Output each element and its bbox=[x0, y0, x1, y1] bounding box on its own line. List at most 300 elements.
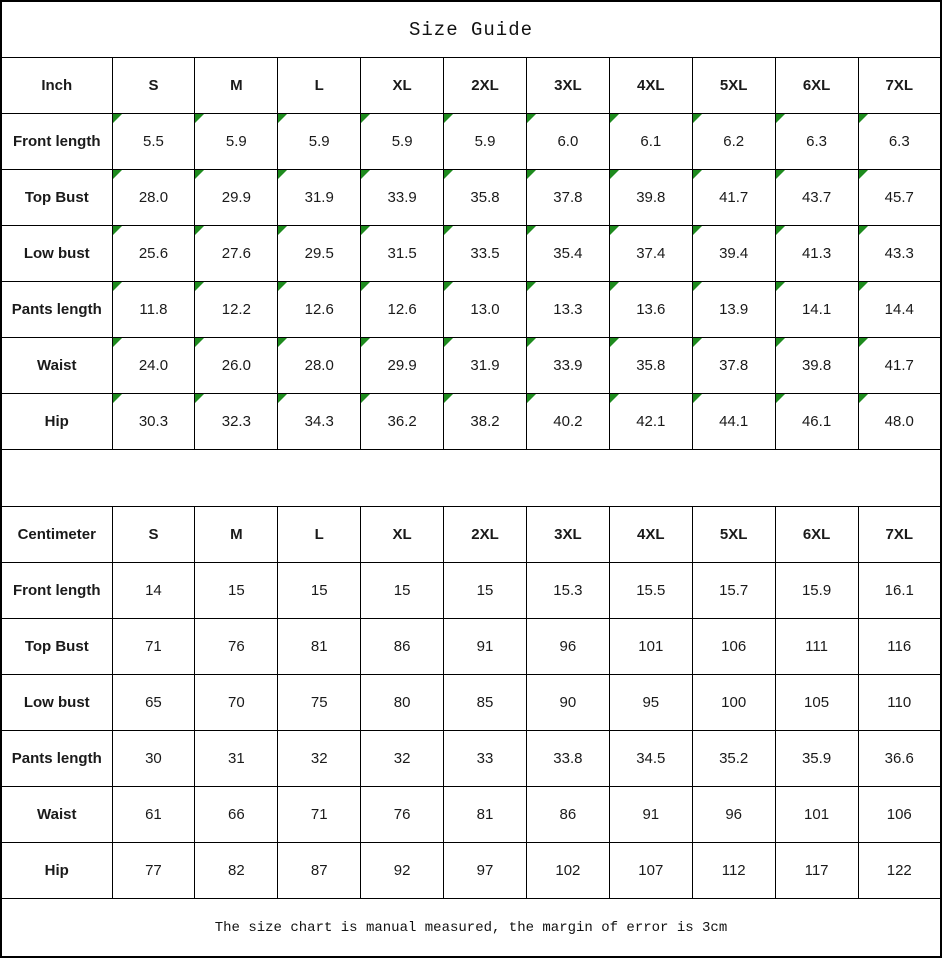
column-header-2xl: 2XL bbox=[444, 507, 527, 563]
text-format-flag-icon bbox=[278, 226, 287, 235]
row-label: Front length bbox=[1, 114, 112, 170]
value-text: 30.3 bbox=[138, 413, 169, 430]
value-text: 35.9 bbox=[801, 750, 832, 767]
text-format-flag-icon bbox=[361, 170, 370, 179]
value-text: 15.5 bbox=[636, 582, 666, 599]
value-text: 40.2 bbox=[553, 413, 583, 430]
value-cell bbox=[858, 282, 941, 338]
value-text: 105 bbox=[804, 694, 830, 711]
value-cell bbox=[444, 338, 527, 394]
value-cell bbox=[775, 394, 858, 450]
value-text: 96 bbox=[559, 638, 577, 655]
text-format-flag-icon bbox=[361, 114, 370, 123]
value-cell bbox=[775, 787, 858, 843]
value-cell bbox=[195, 170, 278, 226]
value-text: 5.5 bbox=[143, 133, 164, 150]
value-cell bbox=[278, 338, 361, 394]
value-text: 11.8 bbox=[139, 301, 168, 318]
value-cell bbox=[526, 338, 609, 394]
value-text: 39.8 bbox=[801, 357, 832, 374]
value-text: 14.1 bbox=[801, 301, 832, 318]
text-format-flag-icon bbox=[444, 338, 453, 347]
value-text: 5.9 bbox=[308, 133, 330, 150]
value-cell bbox=[609, 843, 692, 899]
text-format-flag-icon bbox=[859, 338, 868, 347]
text-format-flag-icon bbox=[444, 114, 453, 123]
column-header-3xl: 3XL bbox=[526, 507, 609, 563]
value-cell bbox=[444, 675, 527, 731]
value-cell bbox=[692, 843, 775, 899]
value-text: 15.3 bbox=[553, 582, 583, 599]
column-header-l: L bbox=[278, 507, 361, 563]
value-text: 101 bbox=[638, 638, 664, 655]
value-cell bbox=[195, 619, 278, 675]
value-text: 33.8 bbox=[553, 750, 583, 767]
value-cell bbox=[692, 394, 775, 450]
value-text: 42.1 bbox=[636, 413, 666, 430]
row-label: Waist bbox=[1, 338, 112, 394]
value-text: 37.8 bbox=[719, 357, 749, 374]
gap-cell bbox=[1, 450, 941, 507]
text-format-flag-icon bbox=[113, 338, 122, 347]
column-header-s: S bbox=[112, 58, 195, 114]
value-text: 95 bbox=[642, 694, 660, 711]
value-cell bbox=[526, 731, 609, 787]
value-cell bbox=[195, 338, 278, 394]
value-text: 112 bbox=[721, 862, 746, 879]
value-cell bbox=[278, 843, 361, 899]
text-format-flag-icon bbox=[610, 114, 619, 123]
value-text: 6.1 bbox=[640, 133, 662, 150]
value-text: 76 bbox=[393, 806, 411, 823]
value-text: 116 bbox=[887, 638, 912, 655]
column-header-xl: XL bbox=[361, 507, 444, 563]
value-text: 117 bbox=[804, 862, 829, 879]
table-row bbox=[1, 226, 941, 282]
value-text: 32.3 bbox=[221, 413, 251, 430]
value-cell bbox=[692, 170, 775, 226]
value-text: 29.9 bbox=[387, 357, 417, 374]
value-text: 32 bbox=[393, 750, 411, 767]
value-text: 81 bbox=[310, 638, 328, 655]
table-row bbox=[1, 394, 941, 450]
unit-header-cell: Centimeter bbox=[1, 507, 112, 563]
value-cell bbox=[361, 338, 444, 394]
value-cell bbox=[444, 170, 527, 226]
value-text: 5.9 bbox=[225, 133, 247, 150]
value-text: 32 bbox=[310, 750, 328, 767]
value-cell bbox=[278, 114, 361, 170]
value-cell bbox=[195, 675, 278, 731]
text-format-flag-icon bbox=[776, 338, 785, 347]
value-text: 16.1 bbox=[884, 582, 914, 599]
value-text: 71 bbox=[145, 638, 162, 655]
value-text: 14 bbox=[145, 582, 162, 599]
value-text: 6.3 bbox=[806, 133, 827, 150]
value-text: 107 bbox=[638, 862, 664, 879]
column-header-l: L bbox=[278, 58, 361, 114]
value-text: 91 bbox=[476, 638, 494, 655]
unit-header-cell: Inch bbox=[1, 58, 112, 114]
column-header-4xl: 4XL bbox=[609, 58, 692, 114]
column-header-7xl: 7XL bbox=[858, 58, 941, 114]
value-text: 37.4 bbox=[636, 245, 666, 262]
row-label: Front length bbox=[1, 563, 112, 619]
text-format-flag-icon bbox=[859, 282, 868, 291]
value-cell bbox=[361, 619, 444, 675]
value-text: 33.5 bbox=[470, 245, 500, 262]
value-cell bbox=[195, 114, 278, 170]
text-format-flag-icon bbox=[278, 170, 287, 179]
text-format-flag-icon bbox=[693, 170, 702, 179]
value-cell bbox=[112, 675, 195, 731]
value-cell bbox=[278, 394, 361, 450]
column-header-5xl: 5XL bbox=[692, 58, 775, 114]
centimeter-section bbox=[1, 507, 941, 899]
text-format-flag-icon bbox=[610, 338, 619, 347]
value-cell bbox=[444, 619, 527, 675]
text-format-flag-icon bbox=[444, 226, 453, 235]
value-text: 102 bbox=[555, 862, 581, 879]
text-format-flag-icon bbox=[113, 394, 122, 403]
text-format-flag-icon bbox=[610, 170, 619, 179]
value-cell bbox=[444, 563, 527, 619]
value-cell bbox=[278, 787, 361, 843]
value-cell bbox=[361, 394, 444, 450]
value-cell bbox=[775, 338, 858, 394]
text-format-flag-icon bbox=[859, 394, 868, 403]
value-cell bbox=[609, 394, 692, 450]
value-cell bbox=[858, 787, 941, 843]
column-header-m: M bbox=[195, 58, 278, 114]
value-text: 48.0 bbox=[884, 413, 914, 430]
value-cell bbox=[526, 675, 609, 731]
text-format-flag-icon bbox=[776, 114, 785, 123]
value-text: 33.9 bbox=[553, 357, 583, 374]
value-cell bbox=[692, 675, 775, 731]
value-cell bbox=[112, 226, 195, 282]
value-text: 75 bbox=[310, 694, 328, 711]
value-cell bbox=[609, 675, 692, 731]
value-cell bbox=[444, 282, 527, 338]
value-cell bbox=[692, 282, 775, 338]
row-label: Top Bust bbox=[1, 170, 112, 226]
value-text: 86 bbox=[559, 806, 577, 823]
value-text: 33.9 bbox=[387, 189, 417, 206]
row-label: Low bust bbox=[1, 226, 112, 282]
value-cell bbox=[775, 843, 858, 899]
text-format-flag-icon bbox=[693, 338, 702, 347]
value-text: 6.0 bbox=[557, 133, 579, 150]
text-format-flag-icon bbox=[278, 394, 287, 403]
value-cell bbox=[775, 731, 858, 787]
text-format-flag-icon bbox=[361, 338, 370, 347]
value-cell bbox=[692, 114, 775, 170]
text-format-flag-icon bbox=[693, 226, 702, 235]
value-cell bbox=[526, 619, 609, 675]
value-cell bbox=[692, 619, 775, 675]
text-format-flag-icon bbox=[693, 114, 702, 123]
value-cell bbox=[278, 675, 361, 731]
value-text: 35.2 bbox=[719, 750, 749, 767]
text-format-flag-icon bbox=[527, 282, 536, 291]
value-text: 30 bbox=[145, 750, 162, 767]
value-cell bbox=[278, 282, 361, 338]
value-text: 15 bbox=[310, 582, 328, 599]
column-header-6xl: 6XL bbox=[775, 58, 858, 114]
inch-header-row bbox=[1, 58, 941, 114]
value-text: 43.7 bbox=[801, 189, 832, 206]
value-text: 38.2 bbox=[470, 413, 500, 430]
text-format-flag-icon bbox=[693, 394, 702, 403]
value-text: 33 bbox=[476, 750, 494, 767]
value-cell bbox=[112, 843, 195, 899]
text-format-flag-icon bbox=[195, 338, 204, 347]
value-text: 101 bbox=[804, 806, 830, 823]
value-cell bbox=[112, 619, 195, 675]
value-cell bbox=[609, 619, 692, 675]
value-cell bbox=[195, 394, 278, 450]
value-text: 12.6 bbox=[304, 301, 334, 318]
value-text: 41.3 bbox=[801, 245, 832, 262]
text-format-flag-icon bbox=[527, 226, 536, 235]
value-cell bbox=[858, 170, 941, 226]
value-cell bbox=[112, 114, 195, 170]
value-cell bbox=[692, 338, 775, 394]
value-text: 41.7 bbox=[884, 357, 914, 374]
value-text: 82 bbox=[227, 862, 245, 879]
value-text: 31.9 bbox=[304, 189, 334, 206]
value-cell bbox=[609, 226, 692, 282]
value-cell bbox=[278, 563, 361, 619]
value-text: 39.8 bbox=[636, 189, 666, 206]
text-format-flag-icon bbox=[527, 170, 536, 179]
value-text: 15 bbox=[393, 582, 411, 599]
text-format-flag-icon bbox=[361, 226, 370, 235]
value-text: 35.4 bbox=[553, 245, 583, 262]
text-format-flag-icon bbox=[859, 114, 868, 123]
section-gap-row bbox=[1, 450, 941, 507]
table-row bbox=[1, 843, 941, 899]
value-cell bbox=[858, 394, 941, 450]
value-text: 70 bbox=[227, 694, 245, 711]
text-format-flag-icon bbox=[113, 170, 122, 179]
text-format-flag-icon bbox=[113, 114, 122, 123]
text-format-flag-icon bbox=[444, 394, 453, 403]
value-cell bbox=[195, 563, 278, 619]
value-cell bbox=[775, 282, 858, 338]
text-format-flag-icon bbox=[195, 394, 204, 403]
text-format-flag-icon bbox=[444, 170, 453, 179]
row-label: Pants length bbox=[1, 282, 112, 338]
value-cell bbox=[775, 170, 858, 226]
text-format-flag-icon bbox=[610, 226, 619, 235]
column-header-m: M bbox=[195, 507, 278, 563]
value-cell bbox=[361, 675, 444, 731]
text-format-flag-icon bbox=[195, 170, 204, 179]
value-text: 13.3 bbox=[553, 301, 583, 318]
value-cell bbox=[858, 731, 941, 787]
value-text: 35.8 bbox=[636, 357, 666, 374]
value-text: 5.9 bbox=[391, 133, 413, 150]
value-text: 14.4 bbox=[884, 301, 914, 318]
value-text: 15 bbox=[476, 582, 494, 599]
footer-note: The size chart is manual measured, the margin of error is 3cm bbox=[1, 899, 941, 958]
text-format-flag-icon bbox=[610, 282, 619, 291]
text-format-flag-icon bbox=[113, 226, 122, 235]
value-text: 37.8 bbox=[553, 189, 583, 206]
value-cell bbox=[444, 226, 527, 282]
value-text: 36.6 bbox=[884, 750, 914, 767]
table-row bbox=[1, 731, 941, 787]
value-cell bbox=[609, 731, 692, 787]
table-row bbox=[1, 338, 941, 394]
value-text: 106 bbox=[721, 638, 747, 655]
value-cell bbox=[195, 787, 278, 843]
title-row bbox=[1, 1, 941, 58]
value-text: 80 bbox=[393, 694, 411, 711]
row-label: Low bust bbox=[1, 675, 112, 731]
text-format-flag-icon bbox=[361, 394, 370, 403]
text-format-flag-icon bbox=[610, 394, 619, 403]
value-cell bbox=[444, 394, 527, 450]
value-text: 15.7 bbox=[719, 582, 749, 599]
value-cell bbox=[195, 282, 278, 338]
value-text: 92 bbox=[393, 862, 411, 879]
value-text: 86 bbox=[393, 638, 411, 655]
value-cell bbox=[858, 619, 941, 675]
text-format-flag-icon bbox=[195, 226, 204, 235]
value-cell bbox=[361, 563, 444, 619]
value-cell bbox=[775, 563, 858, 619]
value-text: 15 bbox=[227, 582, 245, 599]
value-text: 100 bbox=[721, 694, 747, 711]
inch-section bbox=[1, 58, 941, 450]
value-text: 36.2 bbox=[387, 413, 417, 430]
cm-header-row bbox=[1, 507, 941, 563]
value-cell bbox=[278, 619, 361, 675]
text-format-flag-icon bbox=[776, 170, 785, 179]
text-format-flag-icon bbox=[859, 226, 868, 235]
value-text: 122 bbox=[886, 862, 912, 879]
value-cell bbox=[112, 282, 195, 338]
value-text: 13.9 bbox=[719, 301, 749, 318]
column-header-7xl: 7XL bbox=[858, 507, 941, 563]
value-cell bbox=[526, 787, 609, 843]
row-label: Top Bust bbox=[1, 619, 112, 675]
row-label: Waist bbox=[1, 787, 112, 843]
text-format-flag-icon bbox=[776, 282, 785, 291]
value-cell bbox=[112, 170, 195, 226]
text-format-flag-icon bbox=[776, 394, 785, 403]
text-format-flag-icon bbox=[278, 338, 287, 347]
value-cell bbox=[361, 170, 444, 226]
value-text: 27.6 bbox=[221, 245, 251, 262]
table-row bbox=[1, 675, 941, 731]
footer-section bbox=[1, 899, 941, 958]
table-row bbox=[1, 787, 941, 843]
value-text: 13.0 bbox=[470, 301, 500, 318]
value-cell bbox=[692, 731, 775, 787]
table-row bbox=[1, 563, 941, 619]
column-header-3xl: 3XL bbox=[526, 58, 609, 114]
text-format-flag-icon bbox=[278, 282, 287, 291]
value-text: 34.3 bbox=[304, 413, 334, 430]
value-text: 106 bbox=[886, 806, 912, 823]
column-header-4xl: 4XL bbox=[609, 507, 692, 563]
value-cell bbox=[361, 226, 444, 282]
value-cell bbox=[195, 731, 278, 787]
value-cell bbox=[444, 731, 527, 787]
value-cell bbox=[112, 731, 195, 787]
value-cell bbox=[775, 619, 858, 675]
value-cell bbox=[609, 338, 692, 394]
value-text: 71 bbox=[310, 806, 328, 823]
column-header-6xl: 6XL bbox=[775, 507, 858, 563]
table-row bbox=[1, 114, 941, 170]
value-text: 35.8 bbox=[470, 189, 500, 206]
value-cell bbox=[112, 338, 195, 394]
title-section bbox=[1, 1, 941, 58]
value-cell bbox=[195, 226, 278, 282]
value-text: 26.0 bbox=[221, 357, 251, 374]
value-cell bbox=[692, 226, 775, 282]
value-text: 43.3 bbox=[884, 245, 914, 262]
value-text: 61 bbox=[145, 806, 162, 823]
text-format-flag-icon bbox=[444, 282, 453, 291]
text-format-flag-icon bbox=[776, 226, 785, 235]
value-cell bbox=[526, 563, 609, 619]
text-format-flag-icon bbox=[693, 282, 702, 291]
value-text: 91 bbox=[642, 806, 660, 823]
value-cell bbox=[278, 170, 361, 226]
value-cell bbox=[526, 170, 609, 226]
table-row bbox=[1, 282, 941, 338]
value-cell bbox=[692, 787, 775, 843]
value-cell bbox=[858, 675, 941, 731]
table-row bbox=[1, 170, 941, 226]
value-cell bbox=[609, 114, 692, 170]
column-header-xl: XL bbox=[361, 58, 444, 114]
value-cell bbox=[112, 394, 195, 450]
column-header-2xl: 2XL bbox=[444, 58, 527, 114]
value-text: 25.6 bbox=[138, 245, 169, 262]
value-text: 45.7 bbox=[884, 189, 914, 206]
value-text: 28.0 bbox=[304, 357, 334, 374]
row-label: Hip bbox=[1, 394, 112, 450]
value-cell bbox=[361, 787, 444, 843]
value-text: 31.5 bbox=[387, 245, 417, 262]
text-format-flag-icon bbox=[527, 394, 536, 403]
value-cell bbox=[775, 114, 858, 170]
value-cell bbox=[526, 282, 609, 338]
value-text: 81 bbox=[476, 806, 494, 823]
value-cell bbox=[278, 226, 361, 282]
value-text: 29.9 bbox=[221, 189, 251, 206]
value-text: 13.6 bbox=[636, 301, 666, 318]
table-row bbox=[1, 619, 941, 675]
value-text: 6.2 bbox=[723, 133, 745, 150]
text-format-flag-icon bbox=[195, 282, 204, 291]
text-format-flag-icon bbox=[278, 114, 287, 123]
value-text: 66 bbox=[227, 806, 245, 823]
page-title: Size Guide bbox=[1, 1, 941, 58]
value-cell bbox=[526, 394, 609, 450]
value-text: 46.1 bbox=[801, 413, 832, 430]
value-text: 44.1 bbox=[719, 413, 749, 430]
value-text: 39.4 bbox=[719, 245, 749, 262]
value-cell bbox=[444, 114, 527, 170]
